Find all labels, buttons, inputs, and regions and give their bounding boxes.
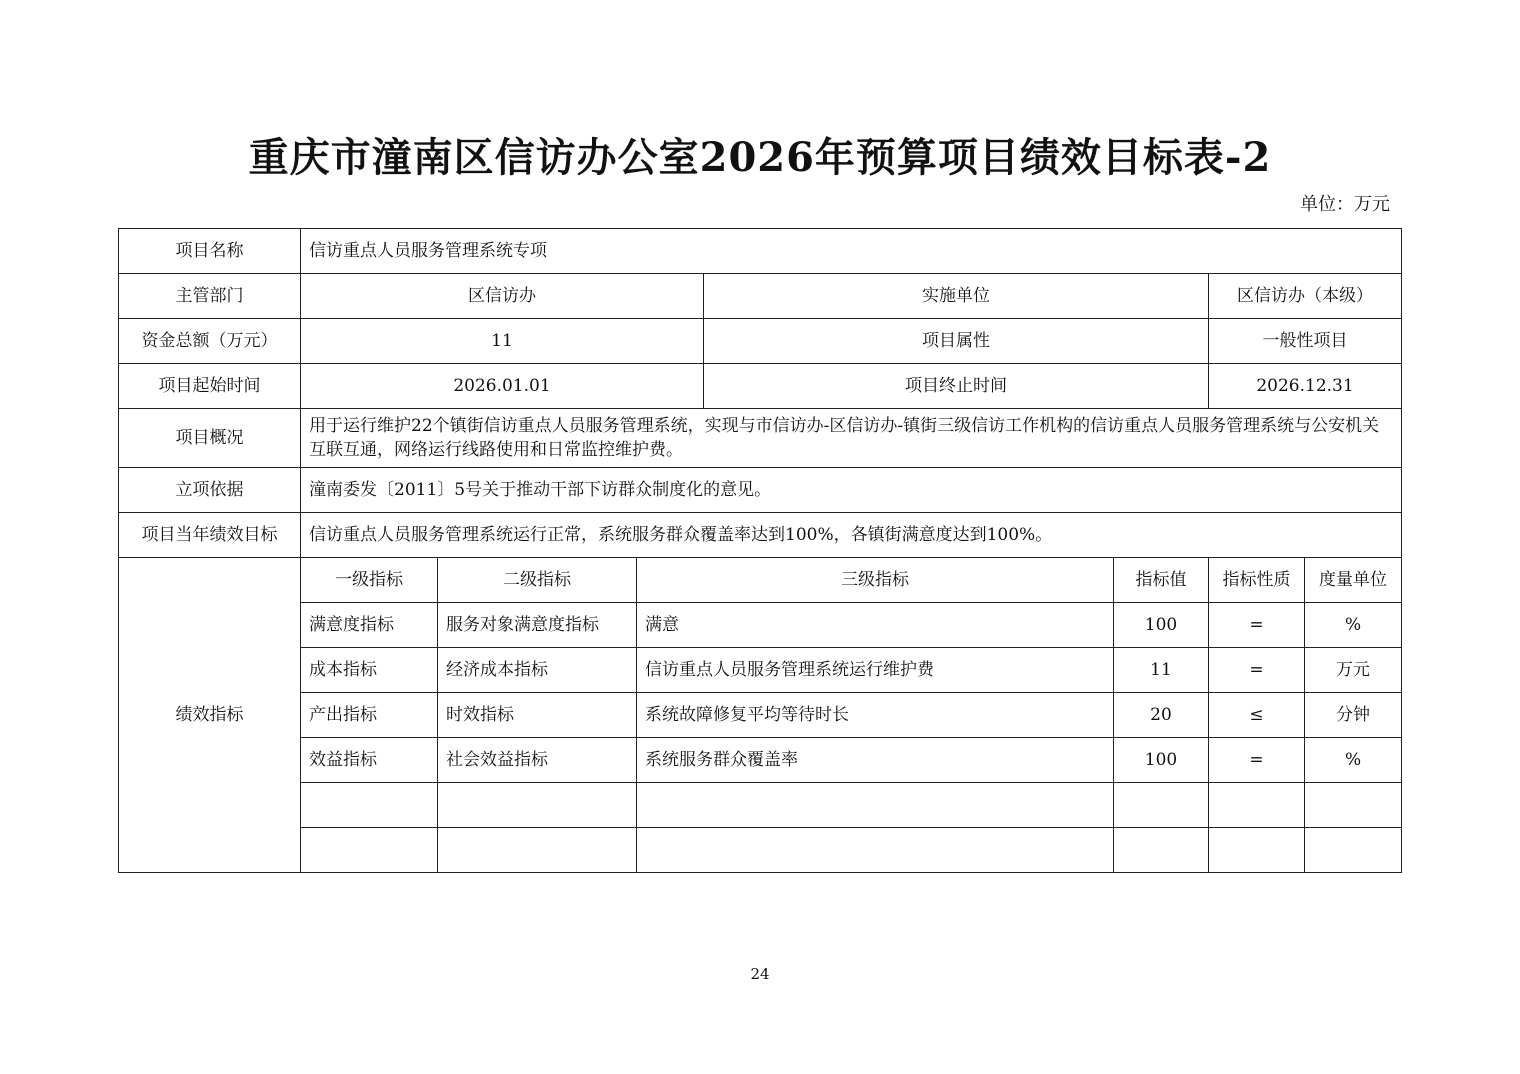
level1-cell: 成本指标	[301, 648, 438, 693]
start-value: 2026.01.01	[301, 364, 704, 409]
end-label: 项目终止时间	[704, 364, 1209, 409]
empty-cell	[1305, 828, 1402, 873]
empty-cell	[1209, 783, 1305, 828]
header-level2: 二级指标	[438, 558, 637, 603]
level3-cell: 满意	[637, 603, 1114, 648]
header-value: 指标值	[1114, 558, 1209, 603]
attr-label: 项目属性	[704, 319, 1209, 364]
nature-cell: =	[1209, 738, 1305, 783]
goal-value: 信访重点人员服务管理系统运行正常，系统服务群众覆盖率达到100%，各镇街满意度达到100%。	[301, 513, 1402, 558]
impl-unit-label: 实施单位	[704, 274, 1209, 319]
overview-value: 用于运行维护22个镇街信访重点人员服务管理系统，实现与市信访办-区信访办-镇街三级信访工作机构的信访重点人员服务管理系统与公安机关互联互通，网络运行线路使用和日常监控维护费。	[301, 409, 1402, 468]
level1-cell: 产出指标	[301, 693, 438, 738]
project-name-label: 项目名称	[119, 229, 301, 274]
attr-value: 一般性项目	[1209, 319, 1402, 364]
row-basis	[119, 468, 1402, 513]
empty-cell	[438, 828, 637, 873]
row-overview	[119, 409, 1402, 468]
value-cell: 20	[1114, 693, 1209, 738]
empty-indicator-row	[119, 828, 1402, 873]
impl-unit-value: 区信访办（本级）	[1209, 274, 1402, 319]
end-value: 2026.12.31	[1209, 364, 1402, 409]
level2-cell: 服务对象满意度指标	[438, 603, 637, 648]
level2-cell: 时效指标	[438, 693, 637, 738]
indicator-row	[119, 648, 1402, 693]
empty-cell	[301, 783, 438, 828]
nature-cell: ≤	[1209, 693, 1305, 738]
level3-cell: 系统服务群众覆盖率	[637, 738, 1114, 783]
row-dept	[119, 274, 1402, 319]
nature-cell: =	[1209, 603, 1305, 648]
empty-cell	[1114, 783, 1209, 828]
overview-label: 项目概况	[119, 409, 301, 468]
row-project-name	[119, 229, 1402, 274]
indicator-row	[119, 738, 1402, 783]
header-level1: 一级指标	[301, 558, 438, 603]
empty-indicator-row	[119, 783, 1402, 828]
indicator-header-row	[119, 558, 1402, 603]
level3-cell: 信访重点人员服务管理系统运行维护费	[637, 648, 1114, 693]
fund-value: 11	[301, 319, 704, 364]
level1-cell: 效益指标	[301, 738, 438, 783]
empty-cell	[1305, 783, 1402, 828]
empty-cell	[1209, 828, 1305, 873]
start-label: 项目起始时间	[119, 364, 301, 409]
header-unit: 度量单位	[1305, 558, 1402, 603]
unit-cell: %	[1305, 738, 1402, 783]
page-number: 24	[750, 965, 770, 983]
unit-cell: 万元	[1305, 648, 1402, 693]
goal-label: 项目当年绩效目标	[119, 513, 301, 558]
header-nature: 指标性质	[1209, 558, 1305, 603]
level2-cell: 经济成本指标	[438, 648, 637, 693]
unit-cell: %	[1305, 603, 1402, 648]
indicator-row	[119, 603, 1402, 648]
empty-cell	[438, 783, 637, 828]
empty-cell	[637, 828, 1114, 873]
performance-label: 绩效指标	[119, 558, 301, 873]
nature-cell: =	[1209, 648, 1305, 693]
basis-label: 立项依据	[119, 468, 301, 513]
level1-cell: 满意度指标	[301, 603, 438, 648]
dept-value: 区信访办	[301, 274, 704, 319]
performance-target-table	[118, 228, 1402, 873]
dept-label: 主管部门	[119, 274, 301, 319]
row-time	[119, 364, 1402, 409]
level3-cell: 系统故障修复平均等待时长	[637, 693, 1114, 738]
row-fund	[119, 319, 1402, 364]
basis-value: 潼南委发〔2011〕5号关于推动干部下访群众制度化的意见。	[301, 468, 1402, 513]
fund-label: 资金总额（万元）	[119, 319, 301, 364]
empty-cell	[637, 783, 1114, 828]
value-cell: 100	[1114, 738, 1209, 783]
row-goal	[119, 513, 1402, 558]
unit-cell: 分钟	[1305, 693, 1402, 738]
empty-cell	[301, 828, 438, 873]
header-level3: 三级指标	[637, 558, 1114, 603]
value-cell: 11	[1114, 648, 1209, 693]
value-cell: 100	[1114, 603, 1209, 648]
empty-cell	[1114, 828, 1209, 873]
page-title: 重庆市潼南区信访办公室2026年预算项目绩效目标表-2	[248, 134, 1272, 181]
unit-label: 单位：万元	[1300, 194, 1390, 215]
indicator-row	[119, 693, 1402, 738]
project-name-value: 信访重点人员服务管理系统专项	[301, 229, 1402, 274]
level2-cell: 社会效益指标	[438, 738, 637, 783]
